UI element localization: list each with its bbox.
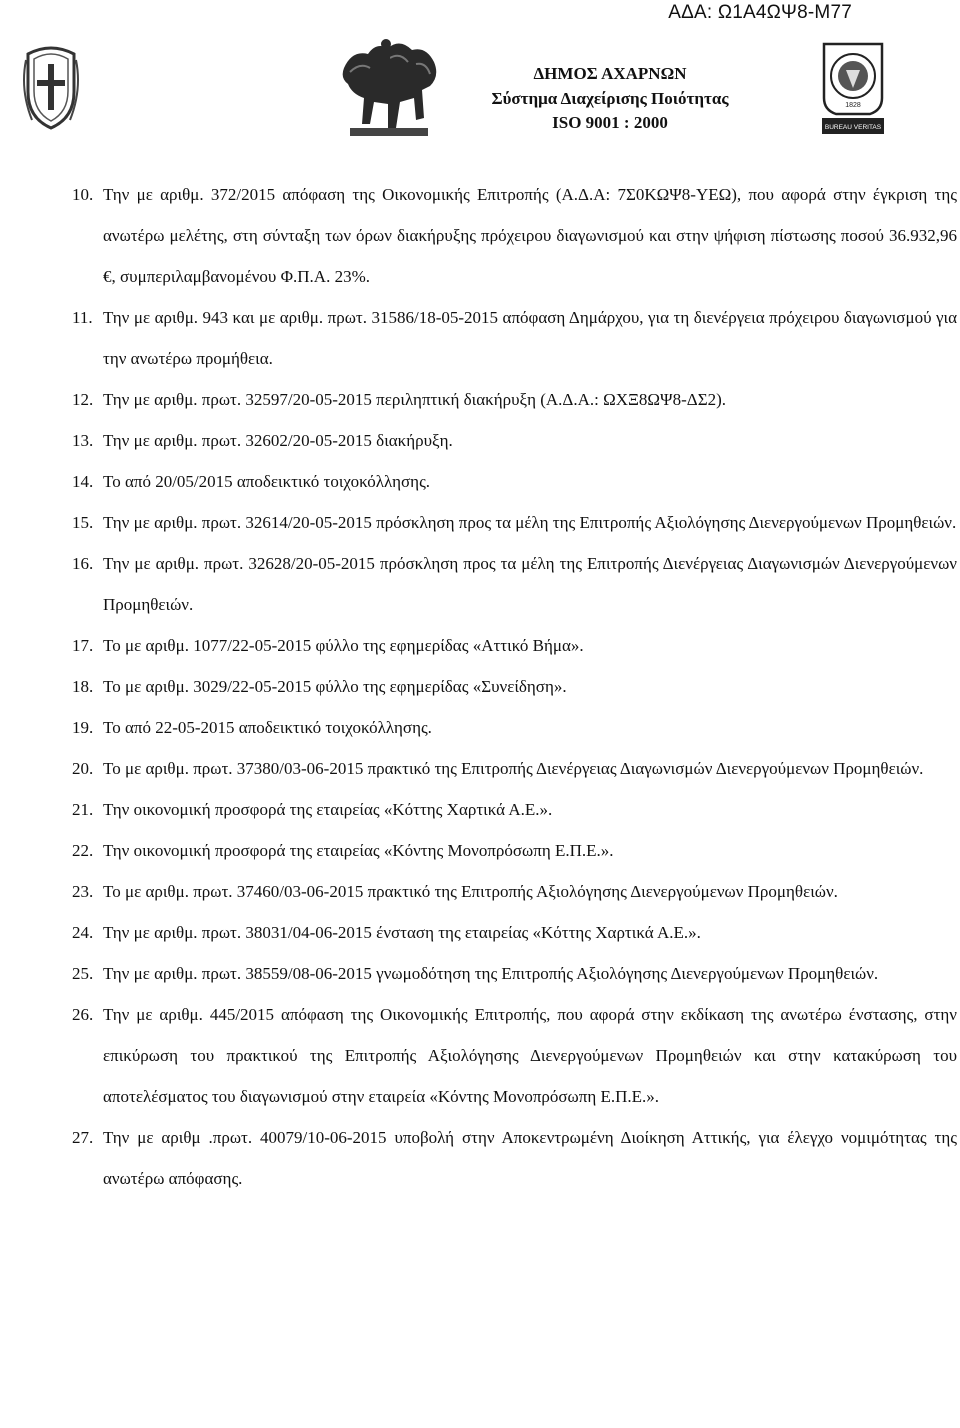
list-item bbox=[72, 994, 957, 1117]
list-item-number: 26. bbox=[72, 1005, 94, 1024]
bv-logo-text: BUREAU VERITAS bbox=[824, 124, 882, 131]
list-item-number: 15. bbox=[72, 513, 94, 532]
list-item-text: Την με αριθμ. 943 και με αριθμ. πρωτ. 31586/18-05-2015 απόφαση Δημάρχου, για τη διενέργεια πρόχειρου διαγωνισμού για την ανωτέρω προμήθεια. bbox=[103, 308, 957, 368]
decision-references-list bbox=[72, 174, 957, 1199]
list-item-text: Την οικονομική προσφορά της εταιρείας «Κόττης Χαρτικά Α.Ε.». bbox=[103, 800, 553, 819]
list-item-text: Το με αριθμ. πρωτ. 37460/03-06-2015 πρακτικό της Επιτροπής Αξιολόγησης Διενεργούμενων Προμηθειών. bbox=[103, 882, 838, 901]
list-item-text: Την με αριθμ. πρωτ. 32602/20-05-2015 διακήρυξη. bbox=[103, 431, 453, 450]
list-item bbox=[72, 502, 957, 543]
list-item bbox=[72, 707, 957, 748]
quality-system-title: Σύστημα Διαχείρισης Ποιότητας bbox=[491, 88, 729, 108]
list-item-text: Την με αριθμ. πρωτ. 32614/20-05-2015 πρόσκληση προς τα μέλη της Επιτροπής Αξιολόγησης Διενεργούμενων Προμηθειών. bbox=[103, 513, 957, 532]
list-item bbox=[72, 461, 957, 502]
list-item bbox=[72, 666, 957, 707]
list-item-number: 24. bbox=[72, 923, 94, 942]
header-block bbox=[440, 62, 780, 136]
list-item-text: Την με αριθμ .πρωτ. 40079/10-06-2015 υποβολή στην Αποκεντρωμένη Διοίκηση Αττικής, για έλεγχο νομιμότητας της ανωτέρω απόφασης. bbox=[103, 1128, 957, 1188]
list-item-text: Το από 20/05/2015 αποδεικτικό τοιχοκόλλησης. bbox=[103, 472, 431, 491]
list-item-text: Την με αριθμ. 372/2015 απόφαση της Οικονομικής Επιτροπής (Α.Δ.Α: 7Σ0ΚΩΨ8-ΥΕΩ), που αφορά στην έγκριση της ανωτέρω μελέτης, στη σύνταξη των όρων διακήρυξης πρόχειρου διαγωνισμού και στην ψήφιση πίστωσης ποσού 36.932,96 €, συμπεριλαμβανομένου Φ.Π.Α. 23%. bbox=[103, 185, 957, 286]
list-item bbox=[72, 748, 957, 789]
list-item-number: 12. bbox=[72, 390, 94, 409]
list-item-text: Το από 22-05-2015 αποδεικτικό τοιχοκόλλησης. bbox=[103, 718, 432, 737]
list-item-text: Την με αριθμ. 445/2015 απόφαση της Οικονομικής Επιτροπής, που αφορά στην εκδίκαση της ανωτέρω ένστασης, στην επικύρωση του πρακτικού της Επιτροπής Αξιολόγησης Διενεργούμενων Προμηθειών και στην κατακύρωση του αποτελέσματος του διαγωνισμού στην εταιρεία «Κόντης Μονοπρόσωπη Ε.Π.Ε.». bbox=[103, 1005, 957, 1106]
list-item-number: 27. bbox=[72, 1128, 94, 1147]
list-item-number: 25. bbox=[72, 964, 94, 983]
list-item bbox=[72, 789, 957, 830]
list-item-text: Την με αριθμ. πρωτ. 32597/20-05-2015 περιληπτική διακήρυξη (Α.Δ.Α.: ΩΧΞ8ΩΨ8-ΔΣ2). bbox=[103, 390, 726, 409]
list-item-number: 22. bbox=[72, 841, 94, 860]
list-item-text: Την με αριθμ. πρωτ. 32628/20-05-2015 πρόσκληση προς τα μέλη της Επιτροπής Διενέργειας Διαγωνισμών Διενεργούμενων Προμηθειών. bbox=[103, 554, 957, 614]
list-item-text: Το με αριθμ. 3029/22-05-2015 φύλλο της εφημερίδας «Συνείδηση». bbox=[103, 677, 567, 696]
list-item-number: 17. bbox=[72, 636, 94, 655]
list-item bbox=[72, 830, 957, 871]
list-item-text: Την οικονομική προσφορά της εταιρείας «Κόντης Μονοπρόσωπη Ε.Π.Ε.». bbox=[103, 841, 614, 860]
list-item bbox=[72, 297, 957, 379]
list-item-text: Το με αριθμ. 1077/22-05-2015 φύλλο της εφημερίδας «Αττικό Βήμα». bbox=[103, 636, 584, 655]
list-item bbox=[72, 1117, 957, 1199]
list-item-number: 21. bbox=[72, 800, 94, 819]
list-item bbox=[72, 420, 957, 461]
iso-standard: ISO 9001 : 2000 bbox=[552, 113, 668, 132]
list-item bbox=[72, 174, 957, 297]
bureau-veritas-logo-icon bbox=[820, 40, 886, 136]
list-item-text: Το με αριθμ. πρωτ. 37380/03-06-2015 πρακτικό της Επιτροπής Διενέργειας Διαγωνισμών Διενεργούμενων Προμηθειών. bbox=[103, 759, 924, 778]
list-item-number: 16. bbox=[72, 554, 94, 573]
list-item-number: 10. bbox=[72, 185, 94, 204]
bv-year: 1828 bbox=[845, 102, 861, 109]
list-item bbox=[72, 953, 957, 994]
greek-emblem-icon bbox=[22, 40, 80, 132]
ada-code: ΑΔΑ: Ω1Α4ΩΨ8-Μ77 bbox=[668, 2, 852, 23]
list-item-text: Την με αριθμ. πρωτ. 38559/08-06-2015 γνωμοδότηση της Επιτροπής Αξιολόγησης Διενεργούμενων Προμηθειών. bbox=[103, 964, 879, 983]
list-item bbox=[72, 871, 957, 912]
list-item-number: 20. bbox=[72, 759, 94, 778]
list-item-text: Την με αριθμ. πρωτ. 38031/04-06-2015 ένσταση της εταιρείας «Κόττης Χαρτικά Α.Ε.». bbox=[103, 923, 701, 942]
list-item-number: 19. bbox=[72, 718, 94, 737]
list-item-number: 23. bbox=[72, 882, 94, 901]
list-item bbox=[72, 543, 957, 625]
list-item bbox=[72, 912, 957, 953]
list-item-number: 18. bbox=[72, 677, 94, 696]
horses-sculpture-logo-icon bbox=[330, 28, 448, 146]
list-item bbox=[72, 379, 957, 420]
list-item-number: 11. bbox=[72, 308, 93, 327]
list-item-number: 13. bbox=[72, 431, 94, 450]
list-item bbox=[72, 625, 957, 666]
list-item-number: 14. bbox=[72, 472, 94, 491]
municipality-name: ΔΗΜΟΣ ΑΧΑΡΝΩΝ bbox=[533, 64, 687, 83]
